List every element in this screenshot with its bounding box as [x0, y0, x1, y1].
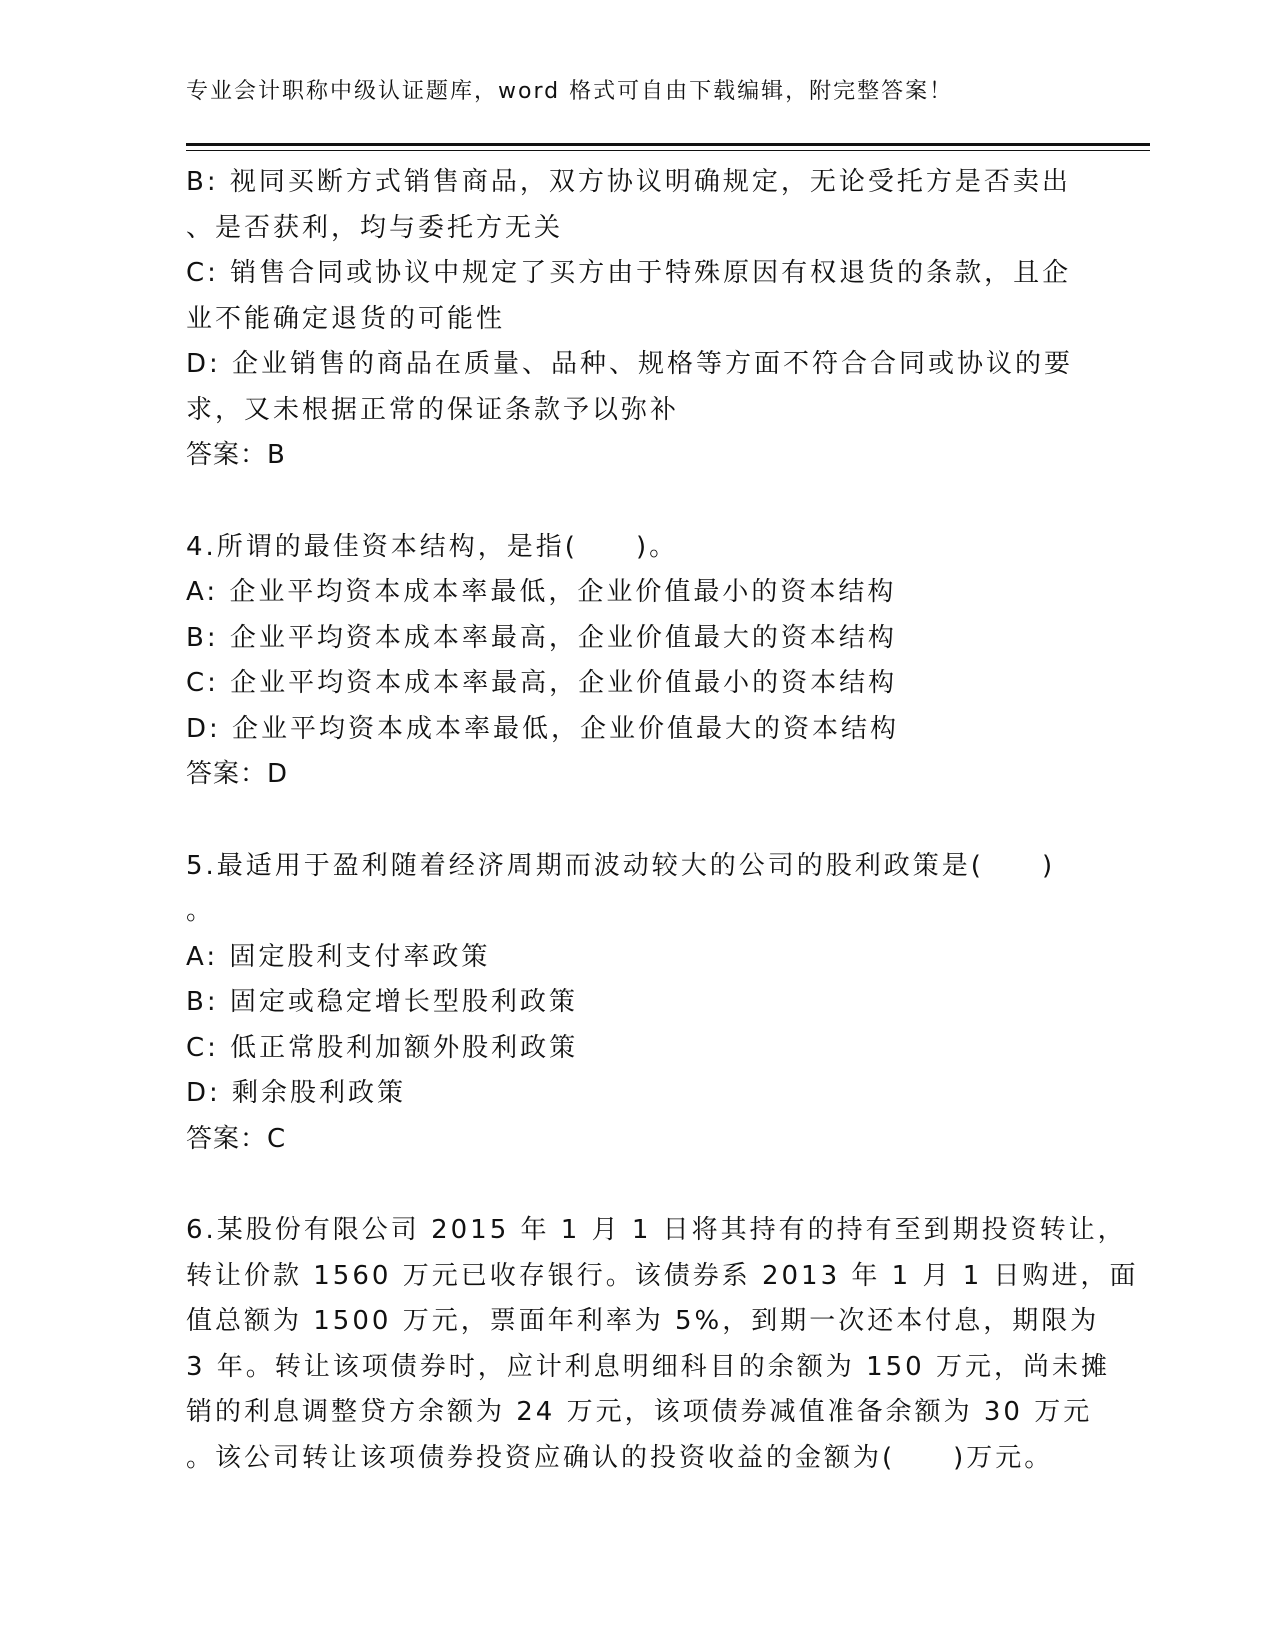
question-6-stem-line-3: 值总额为 1500 万元，票面年利率为 5%，到期一次还本付息，期限为: [186, 1306, 1100, 1336]
spacer: [186, 798, 1086, 844]
question-4-option-b: B: 企业平均资本成本率最高，企业价值最大的资本结构: [186, 622, 897, 653]
question-5-stem-line-1: 5.最适用于盈利随着经济周期而波动较大的公司的股利政策是( ): [186, 850, 1056, 881]
page-header: 专业会计职称中级认证题库，word 格式可自由下载编辑，附完整答案！: [186, 79, 954, 104]
question-4-option-c: C: 企业平均资本成本率最高，企业价值最小的资本结构: [186, 668, 898, 698]
header-rule-thin: [186, 150, 1150, 151]
question-content: [186, 160, 1139, 1481]
question-5-option-c: C: 低正常股利加额外股利政策: [186, 1032, 579, 1063]
question-4-answer: 答案：D: [186, 759, 289, 789]
question-4-option-a: A: 企业平均资本成本率最低，企业价值最小的资本结构: [186, 577, 897, 607]
question-5-option-d: D: 剩余股利政策: [186, 1078, 407, 1108]
question-3-answer: 答案：B: [186, 440, 286, 470]
spacer: [186, 479, 1086, 525]
question-6-stem-line-4: 3 年。转让该项债券时，应计利息明细科目的余额为 150 万元，尚未摊: [186, 1351, 1110, 1382]
question-5-option-a: A: 固定股利支付率政策: [186, 941, 491, 972]
question-5-stem-line-2: 。: [186, 896, 216, 926]
option-c-line-1: C: 销售合同或协议中规定了买方由于特殊原因有权退货的条款，且企: [186, 258, 1072, 288]
question-3-options: [186, 160, 1086, 433]
question-4-option-d: D: 企业平均资本成本率最低，企业价值最大的资本结构: [186, 713, 900, 744]
option-b-line-1: B: 视同买断方式销售商品，双方协议明确规定，无论受托方是否卖出: [186, 167, 1071, 197]
option-c-line-2: 业不能确定退货的可能性: [186, 303, 506, 334]
question-5-option-b: B: 固定或稳定增长型股利政策: [186, 987, 578, 1017]
question-6-stem-line-1: 6.某股份有限公司 2015 年 1 月 1 日将其持有的持有至到期投资转让，: [186, 1215, 1127, 1245]
question-4-stem: 4.所谓的最佳资本结构，是指( )。: [186, 531, 679, 562]
header-rule-thick: [186, 143, 1150, 146]
question-6-stem-line-6: 。该公司转让该项债券投资应确认的投资收益的金额为( )万元。: [186, 1442, 1054, 1473]
option-b-line-2: 、是否获利，均与委托方无关: [186, 212, 564, 243]
option-d-line-1: D: 企业销售的商品在质量、品种、规格等方面不符合合同或协议的要: [186, 349, 1074, 379]
spacer: [186, 1162, 1086, 1208]
question-6-stem-line-5: 销的利息调整贷方余额为 24 万元，该项债券减值准备余额为 30 万元: [186, 1397, 1093, 1427]
option-d-line-2: 求，又未根据正常的保证条款予以弥补: [186, 394, 680, 425]
question-5-answer: 答案：C: [186, 1123, 287, 1154]
question-6-stem-line-2: 转让价款 1560 万元已收存银行。该债券系 2013 年 1 月 1 日购进，面: [186, 1260, 1139, 1291]
